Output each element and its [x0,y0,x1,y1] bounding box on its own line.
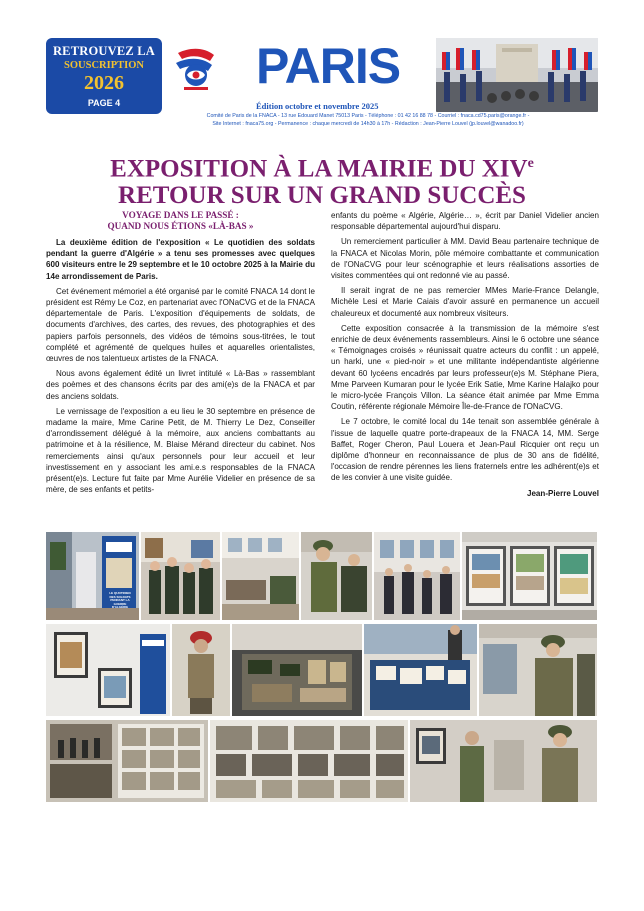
paragraph: Un remerciement particulier à MM. David Beau partenaire technique de la FNACA et Nicolas Morin, pôle mémoire combattante et communication de l'ONaCVG pour leur scénographie et leurs réalisations assorties de visites commentées qui ont redonné vie au passé. [331,237,599,281]
paragraph: Nous avons également édité un livret intitulé « Là-Bas » rassemblant des poèmes et des chansons écrits par des ami(e)s de la FNACA et par des anciens soldats. [46,369,315,401]
contact-line-1: Comité de Paris de la FNACA - 13 rue Edouard Manet 75013 Paris - Téléphone : 01 42 16 88 78 - Courriel : fnaca.cd75.paris@orange.fr - [206,113,530,119]
exhibition-photo-uniform [172,624,230,716]
article-title [40,150,604,209]
article-column-left [46,210,315,499]
exhibition-photo-visitors [374,532,460,620]
article-subheading: VOYAGE DANS LE PASSÉ : QUAND NOUS ÉTIONS «LÀ-BAS » [107,210,254,231]
paragraph: Cet événement mémoriel a été organisé par le comité FNACA 14 dont le président est Rémy Le Coz, en partenariat avec l'ONaCVG et de la FNACA départementale de Paris. L'exposition d'équipements de soldats, de documents d'archives, des cartes, des revues, des photographies et des papiers parfois personnels, des vidéos de témoins sous-titrées, le tout complété et agrémenté de quelques huiles et aquarelles orientalistes, œuvres de nos talentueux artistes de la FNACA. [46,286,315,364]
article-column-right [331,210,599,499]
paragraph: enfants du poème « Algérie, Algérie… », écrit par Daniel Videlier ancien responsable départemental aujourd'hui disparu. [331,211,599,232]
paragraph: Le vernissage de l'exposition a eu lieu le 30 septembre en présence de madame la maire, Mme Carine Petit, de M. Thierry Le Dez, Conseiller d'arrondissement délégué à la mémoire, aux anciens combattants au patrimoine et à la résilience, M. Blaise Mérand directeur du cabinet. Nos remerciements ainsi qu'aux personnels pour leur accueil et leur investissement en y associant les ami.e.s responsables de la FNACA présent(e)s. Lecture fut faite par Mme Aurélie Videlier en présence de sa mère, de ses enfants et petits- [46,406,315,495]
paragraph: Le 7 octobre, le comité local du 14e tenait son assemblée générale à l'issue de laquelle quatre porte-drapeaux de la FNACA 14, MM. Serge Baffet, Roger Cheron, Paul Louera et Jean-Paul Ricquier ont reçu un diplôme d'honneur en reconnaissance de plus de 30 ans de fidélité, l'occasion de rendre pérennes les liens fraternels entre les adhérent(e)s et de les convier à une visite guidée. [331,417,599,483]
paragraph: Il serait ingrat de ne pas remercier MMes Marie-France Delangle, Michèle Lesi et Marie Caiais d'avoir assuré en permanence un accueil chaleureux et documenté aux nombreux visiteurs. [331,286,599,318]
author-signature: Jean-Pierre Louvel [526,488,599,498]
paragraph: Cette exposition consacrée à la transmission de la mémoire s'est enrichie de deux événements rassembleurs. Ainsi le 6 octobre une séance « Témoignages croisés » réunissait quatre acteurs du conflit : un appelé, un harki, une « pied-noir » et une militante indépendantiste algérienne devant 60 lycéens encadrés par leurs professeur(e)s M. Stéphane Piera, Mme Parveen Kumaran pour le lycée Erik Satie, Mme Karine Halajko pour le micro-lycée François Villon. La séance était animée par Mme Emma Coutin, référente régionale Mémoire Île-de-France de l'ONaCVG. [331,323,599,412]
promo-year: 2026 [84,72,124,94]
promo-page-ref: PAGE 4 [87,98,121,108]
exhibition-poster-text: LE QUOTIDIEN DES SOLDATS PENDANT LA GUERRE D'ALGÉRIE [109,591,131,610]
promo-line-1: RETROUVEZ LA [52,44,156,58]
exhibition-photo-group [141,532,220,620]
paragraph: La deuxième édition de l'exposition « Le quotidien des soldats pendant la guerre d'Algérie » a tenu ses promesses avec quelques 600 visiteurs entre le 29 septembre et le 10 octobre 2025 à la Mairie du 14e arrondissement de Paris. [46,238,315,281]
exhibition-photo-paintings [462,532,597,620]
exhibition-photo-entrance [46,532,139,620]
exhibition-photo-mannequin [301,532,372,620]
exhibition-photo-documents-table [364,624,477,716]
exhibition-photo-historic-display [46,720,208,802]
promo-line-2: SOUSCRIPTION [64,60,144,71]
contact-line-2: Site Internet : fnaca75.org - Permanence : chaque mercredi de 14h30 à 17h - Rédaction : Jean-Pierre Louvel (jp.louvel@wanadoo.fr) [212,121,524,127]
exhibition-photo-framed-art [46,624,170,716]
subscription-promo-box[interactable] [46,38,162,114]
exhibition-photo-mannequins-room [410,720,597,802]
contact-info [190,112,546,128]
exhibition-photo-soldier-gear [479,624,597,716]
article-title-line-2: RETOUR SUR UN GRAND SUCCÈS [118,182,526,210]
article-title-line-1: EXPOSITION À LA MAIRIE DU XIVe [110,155,534,183]
ceremony-photo [436,38,598,112]
edition-label: Édition octobre et novembre 2025 [256,101,379,111]
exhibition-photo-artifacts-table [232,624,362,716]
masthead-title: PARIS [256,38,401,94]
exhibition-photo-archive-panels [210,720,408,802]
fnaca-logo-icon [170,43,222,95]
exhibition-photo-display-cases [222,532,299,620]
